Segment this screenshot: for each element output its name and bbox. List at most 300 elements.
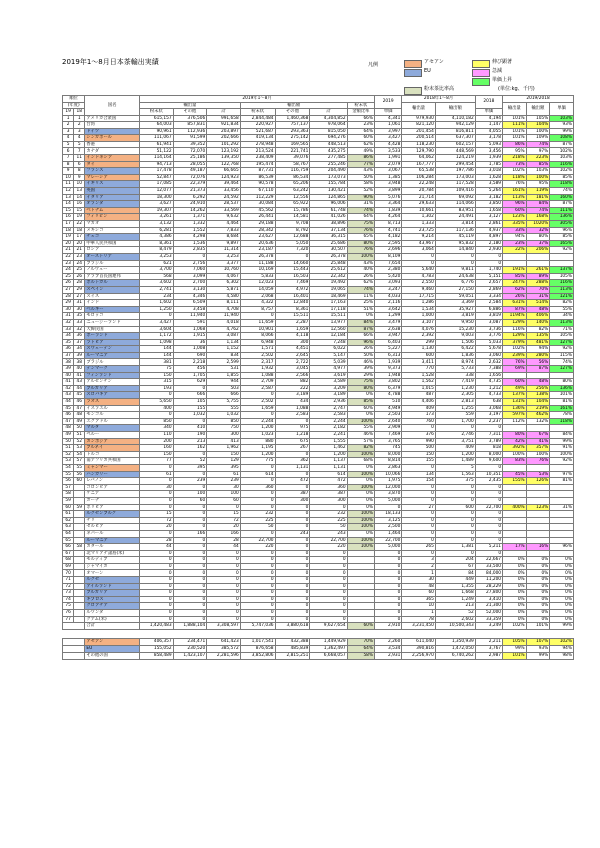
vol-other: 6,292 <box>173 194 207 201</box>
val-other: 4,451 <box>275 346 310 353</box>
powder-share: 85% <box>347 399 374 406</box>
vol-2018: 0 <box>402 524 436 531</box>
vol-total: 3,377 <box>207 260 241 267</box>
val-powder: 8,066 <box>240 333 275 340</box>
vol-2018: 9,214 <box>402 234 436 241</box>
vol-total: 28 <box>207 537 241 544</box>
unit-price-2018: 0 <box>475 425 502 432</box>
vol-total: 166 <box>207 530 241 537</box>
vol-total: 11,314 <box>207 247 241 254</box>
ratio-vol: 76% <box>503 359 527 366</box>
legend-drop-text: 急減 <box>492 68 503 74</box>
vol-2018: 0 <box>402 491 436 498</box>
unit-price-2018: 1,656 <box>475 372 502 379</box>
val-total: 277,485 <box>310 155 347 162</box>
ratio-vol: 400% <box>503 504 527 511</box>
country: ベトナム <box>85 207 140 214</box>
unit-price-2018: 2,657 <box>475 280 502 287</box>
vol-other: 0 <box>173 471 207 478</box>
val-other: 8,792 <box>275 227 310 234</box>
total-val-2018: 10,500,343 <box>435 623 475 630</box>
country: セルビア <box>85 524 140 531</box>
rank-2019: 65 <box>63 537 74 544</box>
val-2018: 816,811 <box>435 128 475 135</box>
rank-2019: 52 <box>63 451 74 458</box>
vol-total: 101,292 <box>207 141 241 148</box>
table-row <box>63 306 574 313</box>
vol-other: 14,262 <box>173 207 207 214</box>
ratio-vol: 42% <box>503 438 527 445</box>
vol-other: 21,373 <box>173 188 207 195</box>
table-row <box>63 425 574 432</box>
table-row <box>63 550 574 557</box>
unit-price-2018: 2,584 <box>475 300 502 307</box>
vol-powder: 0 <box>140 583 174 590</box>
rank-2019: 2 <box>63 122 74 129</box>
total-vol-2018: 3,231,450 <box>402 623 436 630</box>
table-row <box>63 234 574 241</box>
ratio-price: 78% <box>550 412 574 419</box>
vol-total: 944 <box>207 379 241 386</box>
val-2018: 124,219 <box>435 155 475 162</box>
ratio-vol: 80% <box>503 432 527 439</box>
vol-total: 202,666 <box>207 135 241 142</box>
rank-2019: 59 <box>63 497 74 504</box>
val-powder: 419,134 <box>240 135 275 142</box>
vol-powder: 3,253 <box>140 253 174 260</box>
unit-price-2018: 8,000 <box>475 451 502 458</box>
vol-powder: 0 <box>140 497 174 504</box>
total-val-powder: 5,747,036 <box>240 623 275 630</box>
rank-2018 <box>74 550 85 557</box>
rank-2019: 41 <box>63 379 74 386</box>
vol-powder: 28 <box>140 537 174 544</box>
rank-2018: 2 <box>74 122 85 129</box>
ratio-price: 0% <box>550 557 574 564</box>
vol-other: 7,060 <box>173 267 207 274</box>
ratio-vol: 0% <box>503 563 527 570</box>
vol-other: 1,705 <box>173 372 207 379</box>
val-powder: 86,539 <box>240 174 275 181</box>
summary-label: その他の国 <box>85 652 140 659</box>
summary-val-powder: 1,017,541 <box>240 638 275 645</box>
ratio-vol: 76% <box>503 181 527 188</box>
country: インドネシア <box>85 155 140 162</box>
ratio-vol: 60% <box>503 207 527 214</box>
ratio-val: 462% <box>526 412 550 419</box>
ratio-val: 181% <box>526 194 550 201</box>
vol-2018: 4,406 <box>402 399 436 406</box>
country: メキシコ <box>85 227 140 234</box>
unit-price-2018: 3,776 <box>475 333 502 340</box>
vol-2018: 1,528 <box>402 372 436 379</box>
vol-powder: 144 <box>140 346 174 353</box>
table-row <box>63 135 574 142</box>
powder-share: 29% <box>347 372 374 379</box>
vol-powder: 8,361 <box>140 240 174 247</box>
ratio-price: 118% <box>550 181 574 188</box>
ratio-val: 135% <box>526 333 550 340</box>
val-other: 300 <box>275 497 310 504</box>
val-other: 3,045 <box>275 366 310 373</box>
val-other: 0 <box>275 596 310 603</box>
unit-price-2018: 5,678 <box>475 346 502 353</box>
val-other: 267 <box>275 445 310 452</box>
vol-total: 60 <box>207 497 241 504</box>
unit-price-2018: 1,147 <box>475 122 502 129</box>
val-powder: 0 <box>240 313 275 320</box>
vol-other: 0 <box>173 451 207 458</box>
rank-2018: 38 <box>74 359 85 366</box>
vol-other: 666 <box>173 392 207 399</box>
val-powder: 1,195 <box>240 445 275 452</box>
rank-2019: 19 <box>63 234 74 241</box>
header-val-powder: 粉末状 <box>240 109 275 116</box>
vol-2018: 21,714 <box>402 194 436 201</box>
powder-share: 57% <box>347 438 374 445</box>
header-vol-powder: 粉末状 <box>140 109 174 116</box>
table-row <box>63 122 574 129</box>
country: エクアドル <box>85 418 140 425</box>
table-row <box>63 544 574 551</box>
val-other: 0 <box>275 577 310 584</box>
unit-price-2019: 0 <box>375 583 402 590</box>
rank-2019: 24 <box>63 267 74 274</box>
powder-share: 65% <box>347 234 374 241</box>
vol-powder: 0 <box>140 392 174 399</box>
vol-powder: 17,085 <box>140 181 174 188</box>
ratio-vol: 0% <box>503 610 527 617</box>
unit-price-2019: 4,341 <box>375 115 402 122</box>
rank-2018: 37 <box>74 339 85 346</box>
unit-price-2019: 3,997 <box>375 128 402 135</box>
total-unit-price-2019: 2,910 <box>375 623 402 630</box>
unit-price-2018: 21,300 <box>475 603 502 610</box>
summary-row <box>63 638 574 645</box>
ratio-price: 81% <box>550 478 574 485</box>
val-powder: 225 <box>240 517 275 524</box>
unit-price-2018: 0 <box>475 511 502 518</box>
val-powder: 0 <box>240 557 275 564</box>
vol-2018: 3,411 <box>402 359 436 366</box>
val-2018: 0 <box>435 260 475 267</box>
val-other: 14,581 <box>275 214 310 221</box>
val-2018: 4,110,182 <box>435 115 475 122</box>
table-row <box>63 451 574 458</box>
table-row <box>63 188 574 195</box>
country: アメリカ合衆国 <box>85 115 140 122</box>
vol-total: 0 <box>207 590 241 597</box>
unit-price-2018: 3,127 <box>475 214 502 221</box>
rank-2019: 17 <box>63 221 74 228</box>
vol-total: 0 <box>207 504 241 511</box>
unit-price-2019: 8,000 <box>375 451 402 458</box>
vol-other: 25,186 <box>173 155 207 162</box>
val-other: 0 <box>275 544 310 551</box>
rank-2018: 23 <box>74 253 85 260</box>
header-volume: 輸出量 <box>140 102 241 109</box>
country: 大韓民国 <box>85 326 140 333</box>
ratio-price: 85% <box>550 234 574 241</box>
powder-share: 23% <box>347 122 374 129</box>
ratio-price: 0% <box>550 577 574 584</box>
powder-share: 26% <box>347 346 374 353</box>
vol-2018: 265 <box>402 544 436 551</box>
ratio-price: 103% <box>550 155 574 162</box>
country: ルーマニア <box>85 537 140 544</box>
vol-other: 2,218 <box>173 359 207 366</box>
val-2018: 375 <box>435 478 475 485</box>
ratio-val: 41% <box>526 438 550 445</box>
country: アルゼンチン <box>85 379 140 386</box>
val-2018: 9,003 <box>435 333 475 340</box>
rank-2018: 32 <box>74 326 85 333</box>
spacer <box>63 629 574 638</box>
val-other: 4,118 <box>275 333 310 340</box>
ratio-vol: 60% <box>503 379 527 386</box>
val-other: 472 <box>275 478 310 485</box>
val-other: 0 <box>275 583 310 590</box>
powder-share: 25% <box>347 300 374 307</box>
powder-share: 49% <box>347 148 374 155</box>
vol-powder: 111,067 <box>140 135 174 142</box>
val-2018: 1,489 <box>435 458 475 465</box>
vol-total: 44 <box>207 544 241 551</box>
vol-powder: 19,307 <box>140 207 174 214</box>
vol-total: 850 <box>207 418 241 425</box>
ratio-price <box>550 464 574 471</box>
header-unit-price-2019: 2019 <box>375 96 402 109</box>
rank-2019: 62 <box>63 517 74 524</box>
unit-price-2018: 33,359 <box>475 616 502 623</box>
vol-powder: 144 <box>140 352 174 359</box>
unit-price-2018: 3,060 <box>475 352 502 359</box>
ratio-vol: 0% <box>503 616 527 623</box>
powder-share: 100% <box>347 544 374 551</box>
rank-2019: 40 <box>63 372 74 379</box>
country: ベルギー <box>85 306 140 313</box>
country: スイス <box>85 293 140 300</box>
powder-share: 76% <box>347 247 374 254</box>
ratio-vol: 83% <box>503 458 527 465</box>
unit-price-2019: 3,479 <box>375 319 402 326</box>
rank-2019: 33 <box>63 326 74 333</box>
unit-price-2019: 2,863 <box>375 464 402 471</box>
table-row <box>63 227 574 234</box>
table-row <box>63 471 574 478</box>
powder-share: 75% <box>347 379 374 386</box>
vol-other: 0 <box>173 563 207 570</box>
ratio-price: 97% <box>550 471 574 478</box>
ratio-val: 132% <box>526 418 550 425</box>
ratio-vol: 0% <box>503 557 527 564</box>
country: シンガポール <box>85 135 140 142</box>
country: アラブ首長国連邦 <box>85 273 140 280</box>
val-2018: 6,422 <box>435 346 475 353</box>
val-other: 275,142 <box>275 135 310 142</box>
vol-2018: 770 <box>402 366 436 373</box>
unit-price-2019: 3,067 <box>375 168 402 175</box>
ratio-val: 100% <box>526 451 550 458</box>
vol-other: 1,068 <box>173 326 207 333</box>
country: オランダ <box>85 201 140 208</box>
val-powder: 1,571 <box>240 346 275 353</box>
val-2018: 15,230 <box>435 326 475 333</box>
rank-2018: 19 <box>74 214 85 221</box>
header-vol-other: その他 <box>173 109 207 116</box>
unit-price-2019: 2,595 <box>375 240 402 247</box>
vol-powder: 3,132 <box>140 221 174 228</box>
summary-powder-share: 58% <box>347 652 374 659</box>
val-2018: 0 <box>435 253 475 260</box>
ratio-price: 96% <box>550 544 574 551</box>
vol-2018: 134 <box>402 471 436 478</box>
unit-price-2019: 5,000 <box>375 497 402 504</box>
summary-val-total: 1,449,929 <box>310 638 347 645</box>
unit-price-2018: 4,897 <box>475 234 502 241</box>
val-powder: 213,524 <box>240 148 275 155</box>
ratio-val: 219% <box>526 405 550 412</box>
ratio-price: 103% <box>550 115 574 122</box>
country: クロアチア <box>85 603 140 610</box>
rank-2018: 54 <box>74 451 85 458</box>
unit-price-2018: 2,869 <box>475 286 502 293</box>
unit-price-2019: 1,939 <box>375 359 402 366</box>
vol-powder: 1,172 <box>140 333 174 340</box>
ratio-price: 160% <box>550 194 574 201</box>
val-other: 1,218 <box>275 432 310 439</box>
vol-powder: 6,281 <box>140 227 174 234</box>
rank-2018 <box>74 563 85 570</box>
val-other: 0 <box>275 484 310 491</box>
val-powder: 1,659 <box>240 405 275 412</box>
ratio-vol: 17% <box>503 544 527 551</box>
ratio-price <box>550 491 574 498</box>
val-total: 37,134 <box>310 227 347 234</box>
unit-price-2019: 2,380 <box>375 267 402 274</box>
country: ペルー <box>85 432 140 439</box>
powder-share: 0% <box>347 491 374 498</box>
rank-2019: 7 <box>63 155 74 162</box>
ratio-vol: 85% <box>503 273 527 280</box>
legend-rise-swatch <box>472 78 490 86</box>
ratio-val: 82% <box>526 326 550 333</box>
summary-powder-share: 64% <box>347 645 374 652</box>
summary-val-powder: 3,852,806 <box>240 652 275 659</box>
summary-spacer <box>63 638 85 645</box>
unit-price-2018: 2,435 <box>475 478 502 485</box>
ratio-price: 0% <box>550 603 574 610</box>
powder-share: 75% <box>347 221 374 228</box>
vol-total: 0 <box>207 610 241 617</box>
val-2018: 83,951 <box>435 207 475 214</box>
val-powder: 232 <box>240 511 275 518</box>
vol-2018: 0 <box>402 260 436 267</box>
ratio-price: 102% <box>550 168 574 175</box>
summary-unit-price-2019: 3,534 <box>375 645 402 652</box>
ratio-val <box>526 253 550 260</box>
summary-val-other: 432,388 <box>275 638 310 645</box>
ratio-val <box>526 537 550 544</box>
val-total: 255,246 <box>310 161 347 168</box>
val-2018: 0 <box>435 537 475 544</box>
unit-price-2018: 2,237 <box>475 418 502 425</box>
ratio-price: 101% <box>550 392 574 399</box>
vol-powder: 52,847 <box>140 174 174 181</box>
val-2018: 0 <box>435 517 475 524</box>
val-powder: 360 <box>240 484 275 491</box>
unit-price-2018: 10,351 <box>475 471 502 478</box>
country: イギリス <box>85 181 140 188</box>
country: マレーシア <box>85 174 140 181</box>
val-2018: 409 <box>435 445 475 452</box>
powder-share: 84% <box>347 319 374 326</box>
table-row <box>63 293 574 300</box>
legend-asean-swatch <box>404 60 422 68</box>
rank-2019: 73 <box>63 590 74 597</box>
vol-other: 1,371 <box>173 214 207 221</box>
ratio-val: 0% <box>526 577 550 584</box>
val-total: 4,977 <box>310 366 347 373</box>
ratio-vol: 247% <box>503 280 527 287</box>
val-2018: 109,416 <box>435 188 475 195</box>
val-other: 7,469 <box>275 280 310 287</box>
summary-row <box>63 652 574 659</box>
rank-2019: 13 <box>63 194 74 201</box>
ratio-vol: 1194% <box>503 313 527 320</box>
vol-other: 0 <box>173 596 207 603</box>
powder-share: 100% <box>347 524 374 531</box>
vol-other: 105 <box>173 399 207 406</box>
vol-powder: 90,961 <box>140 128 174 135</box>
val-other: 0 <box>275 511 310 518</box>
unit-price-2018: 2,861 <box>475 221 502 228</box>
ratio-price <box>550 511 574 518</box>
val-total: 0 <box>310 616 347 623</box>
val-total: 25,612 <box>310 267 347 274</box>
ratio-val <box>526 491 550 498</box>
val-total: 0 <box>310 570 347 577</box>
ratio-val <box>526 497 550 504</box>
ratio-val: 103% <box>526 168 550 175</box>
table-row <box>63 385 574 392</box>
val-2018: 2,305 <box>435 392 475 399</box>
country: ノルウェー <box>85 267 140 274</box>
table-row <box>63 610 574 617</box>
ratio-price: 113% <box>550 286 574 293</box>
vol-2018: 27 <box>402 504 436 511</box>
powder-share: 43% <box>347 168 374 175</box>
val-other: 243 <box>275 530 310 537</box>
ratio-val: 0% <box>526 590 550 597</box>
vol-total: 413 <box>207 438 241 445</box>
rank-2018 <box>74 616 85 623</box>
vol-2018: 0 <box>402 517 436 524</box>
powder-share: 100% <box>347 471 374 478</box>
vol-total: 1,134 <box>207 339 241 346</box>
rank-2019: 36 <box>63 346 74 353</box>
vol-2018: 487 <box>402 392 436 399</box>
val-other: 169,565 <box>275 141 310 148</box>
ratio-vol: 86% <box>503 141 527 148</box>
ratio-val: 94% <box>526 346 550 353</box>
val-other: 0 <box>275 603 310 610</box>
summary-vol-total: 385,572 <box>207 645 241 652</box>
val-2018: 5,733 <box>435 366 475 373</box>
val-2018: 448,569 <box>435 148 475 155</box>
vol-powder: 110 <box>140 432 174 439</box>
header-period-2019: 2019年1～8月 <box>140 96 375 103</box>
